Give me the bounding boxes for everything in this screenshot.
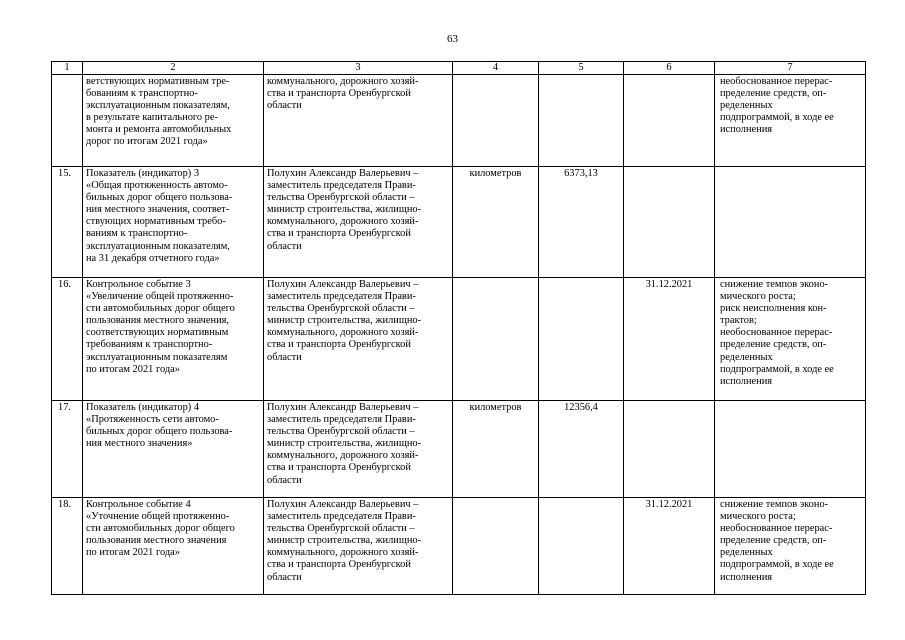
value-cell — [539, 75, 624, 167]
responsible-person: Полухин Александр Валерьевич – заместитель председателя Прави- тельства Оренбургской области – министр строительства, жилищно- коммунального, дорожного хозяй- ства и транспорта Оренбургской области — [267, 279, 422, 363]
row-number-cell — [52, 401, 83, 498]
risks-cell — [715, 75, 866, 167]
value: 6373,13 — [564, 168, 598, 179]
value-cell — [539, 278, 624, 401]
date-cell — [624, 498, 715, 595]
responsible-cell — [264, 167, 453, 278]
risks-cell — [715, 498, 866, 595]
date-cell — [624, 278, 715, 401]
risks: снижение темпов эконо- мического роста; риск неисполнения кон- трактов; необоснованное перерас- пределение средств, оп- ределенных подпрограммой, в ходе ее исполнения — [720, 279, 834, 387]
date-cell — [624, 167, 715, 278]
measure-name: ветствующих нормативным тре- бованиям к транспортно- эксплуатационным показателям, в результате капитального ре- монта и ремонта автомобильных дорог по итогам 2021 года» — [86, 76, 232, 148]
measure-name-cell — [83, 498, 264, 595]
measure-name: Контрольное событие 3 «Увеличение общей протяженно- сти автомобильных дорог общего пользования местного значения, соответствующих нормативным требованиям к транспортно- эксплуатационным показателям по итогам 2021 года» — [86, 279, 235, 375]
table-row — [52, 401, 866, 498]
risks-cell — [715, 167, 866, 278]
responsible-cell — [264, 401, 453, 498]
measure-name-cell — [83, 167, 264, 278]
date: 31.12.2021 — [645, 279, 693, 290]
column-header: 1 — [52, 62, 83, 75]
measure-name: Показатель (индикатор) 4 «Протяженность сети автомо- бильных дорог общего пользова- ния местного значения» — [86, 402, 233, 450]
value: 12356,4 — [564, 402, 598, 413]
responsible-person: Полухин Александр Валерьевич – заместитель председателя Прави- тельства Оренбургской области – министр строительства, жилищно- коммунального, дорожного хозяй- ства и транспорта Оренбургской области — [267, 168, 422, 252]
value-cell — [539, 401, 624, 498]
responsible-cell — [264, 75, 453, 167]
unit-cell — [453, 498, 539, 595]
table-row — [52, 75, 866, 167]
row-number-cell — [52, 278, 83, 401]
measure-name-cell — [83, 401, 264, 498]
risks-cell — [715, 401, 866, 498]
row-number: 18. — [58, 499, 71, 510]
unit: километров — [469, 402, 522, 413]
table-row — [52, 278, 866, 401]
row-number: 16. — [58, 279, 71, 290]
column-header: 7 — [715, 62, 866, 75]
column-header: 2 — [83, 62, 264, 75]
row-number: 17. — [58, 402, 71, 413]
unit-cell — [453, 401, 539, 498]
value-cell — [539, 498, 624, 595]
date-cell — [624, 75, 715, 167]
plan-table — [51, 61, 866, 595]
row-number-cell — [52, 167, 83, 278]
table-row — [52, 498, 866, 595]
row-number-cell — [52, 498, 83, 595]
table-row — [52, 167, 866, 278]
date-cell — [624, 401, 715, 498]
unit-cell — [453, 278, 539, 401]
risks: снижение темпов эконо- мического роста; необоснованное перерас- пределение средств, оп- ределенных подпрограммой, в ходе ее исполнения — [720, 499, 834, 583]
unit-cell — [453, 75, 539, 167]
row-number: 15. — [58, 168, 71, 179]
responsible-person: Полухин Александр Валерьевич – заместитель председателя Прави- тельства Оренбургской области – министр строительства, жилищно- коммунального, дорожного хозяй- ства и транспорта Оренбургской области — [267, 499, 422, 583]
measure-name-cell — [83, 278, 264, 401]
responsible-cell — [264, 498, 453, 595]
date: 31.12.2021 — [645, 499, 693, 510]
value-cell — [539, 167, 624, 278]
risks: необоснованное перерас- пределение средств, оп- ределенных подпрограммой, в ходе ее исполнения — [720, 76, 834, 136]
responsible-cell — [264, 278, 453, 401]
responsible-person: Полухин Александр Валерьевич – заместитель председателя Прави- тельства Оренбургской области – министр строительства, жилищно- коммунального, дорожного хозяй- ства и транспорта Оренбургской области — [267, 402, 422, 486]
table-header-row — [52, 62, 866, 75]
responsible-person: коммунального, дорожного хозяй- ства и транспорта Оренбургской области — [267, 76, 419, 112]
row-number-cell — [52, 75, 83, 167]
column-header: 5 — [539, 62, 624, 75]
column-header: 3 — [264, 62, 453, 75]
measure-name: Контрольное событие 4 «Уточнение общей протяженно- сти автомобильных дорог общего пользования местного значения по итогам 2021 года» — [86, 499, 235, 559]
column-header: 6 — [624, 62, 715, 75]
column-header: 4 — [453, 62, 539, 75]
unit-cell — [453, 167, 539, 278]
risks-cell — [715, 278, 866, 401]
unit: километров — [469, 168, 522, 179]
measure-name: Показатель (индикатор) 3 «Общая протяженность автомо- бильных дорог общего пользова- ния местного значения, соответ- ствующих нормативным требо- ваниям к транспортно- эксплуатационным показателям, на 31 декабря отчетного года» — [86, 168, 233, 264]
measure-name-cell — [83, 75, 264, 167]
page-number: 63 — [447, 33, 458, 45]
